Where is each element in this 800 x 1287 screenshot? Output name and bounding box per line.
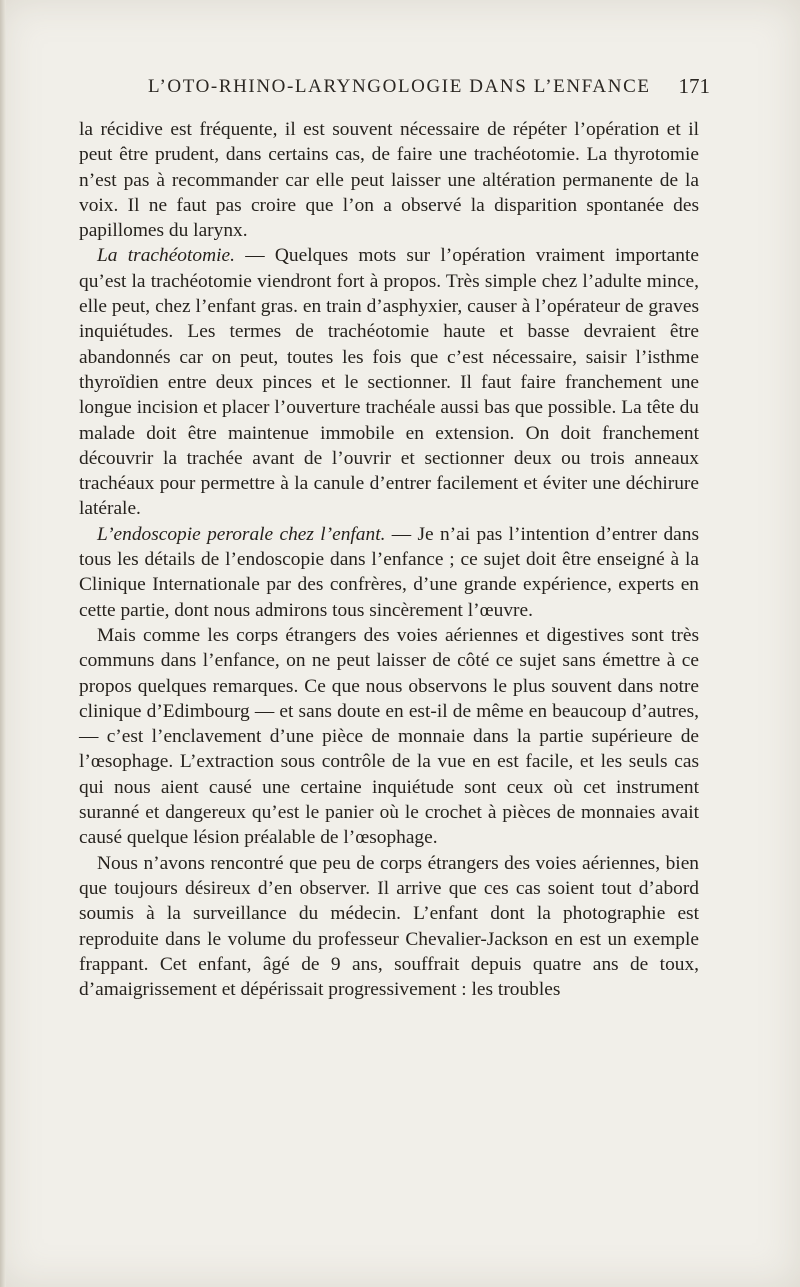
paragraph xyxy=(79,117,699,243)
page-header xyxy=(148,74,710,104)
section-heading-endoscopie: L’endoscopie perorale chez l’enfant. xyxy=(97,523,386,545)
paragraph-text: la récidive est fréquente, il est souvent nécessaire de répéter l’opération et il peut être prudent, dans certains cas, de faire une trachéotomie. La thyrotomie n’est pas à recommander car elle peut laisser une altération permanente de la voix. Il ne faut pas croire que l’on a observé la disparition spontanée des papillomes du larynx. xyxy=(79,119,699,242)
body-text xyxy=(79,117,699,1002)
paragraph-text: Nous n’avons rencontré que peu de corps étrangers des voies aériennes, bien que toujours désireux d’en observer. Il arrive que ces cas soient tout d’abord soumis à la surveillance du médecin. L’enfant dont la photographie est reproduite dans le volume du professeur Chevalier-Jackson en est un exemple frappant. Cet enfant, âgé de 9 ans, souffrait depuis quatre ans de toux, d’amaigrissement et dépérissait progressivement : les troubles xyxy=(79,852,699,1001)
paragraph xyxy=(79,623,699,851)
paragraph-text: Mais comme les corps étrangers des voies aériennes et digestives sont très communs dans l’enfance, on ne peut laisser de côté ce sujet sans émettre à ce propos quelques remarques. Ce que nous observons le plus souvent dans notre clinique d’Edimbourg — et sans doute en est-il de même en beaucoup d’autres, — c’est l’enclavement d’une pièce de monnaie dans la partie supérieure de l’œsophage. L’extraction sous contrôle de la vue en est facile, et les seuls cas qui nous aient causé une certaine inquiétude sont ceux où cet instrument suranné et dangereux qu’est le panier où le crochet à pièces de monnaies avait causé quelque lésion préalable de l’œsophage. xyxy=(79,624,699,849)
section-heading-tracheotomie: La trachéotomie. xyxy=(97,245,235,267)
page-number: 171 xyxy=(678,74,710,98)
paragraph-text: — Quelques mots sur l’opération vraiment importante qu’est la trachéotomie viendront fort à propos. Très simple chez l’adulte mince, elle peut, chez l’enfant gras. en train d’asphyxier, causer à l’opérateur de graves inquiétudes. Les termes de trachéotomie haute et basse devraient être abandonnés car on peut, toutes les fois que c’est nécessaire, saisir l’isthme thyroïdien entre deux pinces et le sectionner. Il faut faire franchement une longue incision et placer l’ouverture trachéale aussi bas que possible. La tête du malade doit être maintenue immobile en extension. On doit franchement découvrir la trachée avant de l’ouvrir et sectionner deux ou trois anneaux trachéaux pour permettre à la canule d’entrer facilement et éviter une déchirure latérale. xyxy=(79,245,699,520)
running-title: L’OTO-RHINO-LARYNGOLOGIE DANS L’ENFANCE xyxy=(148,76,651,97)
paragraph xyxy=(79,522,699,623)
paragraph-text: — Je n’ai pas l’intention d’entrer dans tous les détails de l’endoscopie dans l’enfance ; ce sujet doit être enseigné à la Clinique Internationale par des confrères, d’une grande expérience, experts en cette partie, dont nous admirons tous sincèrement l’œuvre. xyxy=(79,523,699,621)
paragraph xyxy=(79,851,699,1003)
page-spine-shadow xyxy=(0,0,6,1287)
paragraph xyxy=(79,243,699,521)
